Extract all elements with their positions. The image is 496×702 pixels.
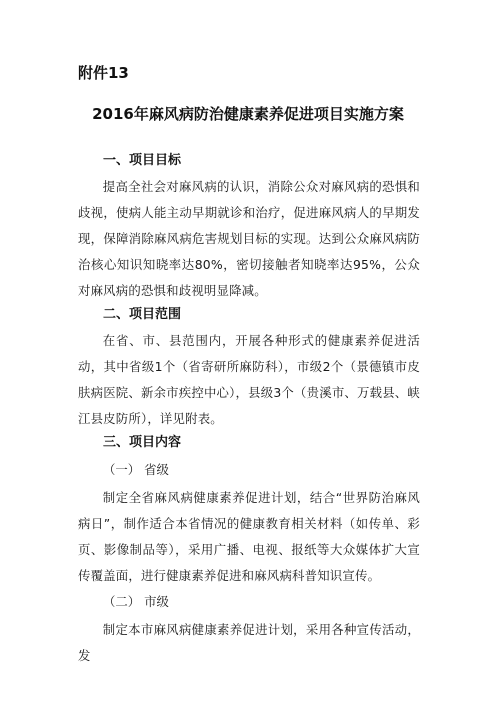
subsection-paragraph-municipal: 制定本市麻风病健康素养促进计划，采用各种宣传活动，发 [78, 622, 420, 663]
subsection-heading-provincial: （一） 省级 [103, 462, 169, 477]
section-paragraph-objectives: 提高全社会对麻风病的认识，消除公众对麻风病的恐惧和歧视，使病人能主动早期就诊和治疗，促进麻风病人的早期发现，保障消除麻风病危害规划目标的实现。达到公众麻风病防治核心知识知晓率达80%，密切接触者知晓率达95%，公众对麻风病的恐惧和歧视明显降减。 [78, 179, 420, 298]
document-title: 2016年麻风病防治健康素养促进项目实施方案 [92, 105, 404, 123]
subsection-heading-municipal: （二） 市级 [103, 594, 169, 609]
section-heading-scope: 二、项目范围 [103, 307, 182, 322]
section-paragraph-scope: 在省、市、县范围内，开展各种形式的健康素养促进活动，其中省级1个（省寄研所麻防科），市级2个（景德镇市皮肤病医院、新余市疾控中心），县级3个（贵溪市、万载县、峡江县皮防所），详见附表。 [78, 333, 420, 426]
subsection-paragraph-provincial: 制定全省麻风病健康素养促进计划，结合“世界防治麻风病日”，制作适合本省情况的健康教育相关材料（如传单、彩页、影像制品等），采用广播、电视、报纸等大众媒体扩大宣传覆盖面，进行健康素养促进和麻风病科普知识宣传。 [78, 490, 420, 583]
section-heading-content: 三、项目内容 [103, 435, 182, 450]
attachment-label: 附件13 [78, 64, 129, 82]
section-heading-objectives: 一、项目目标 [103, 153, 182, 168]
